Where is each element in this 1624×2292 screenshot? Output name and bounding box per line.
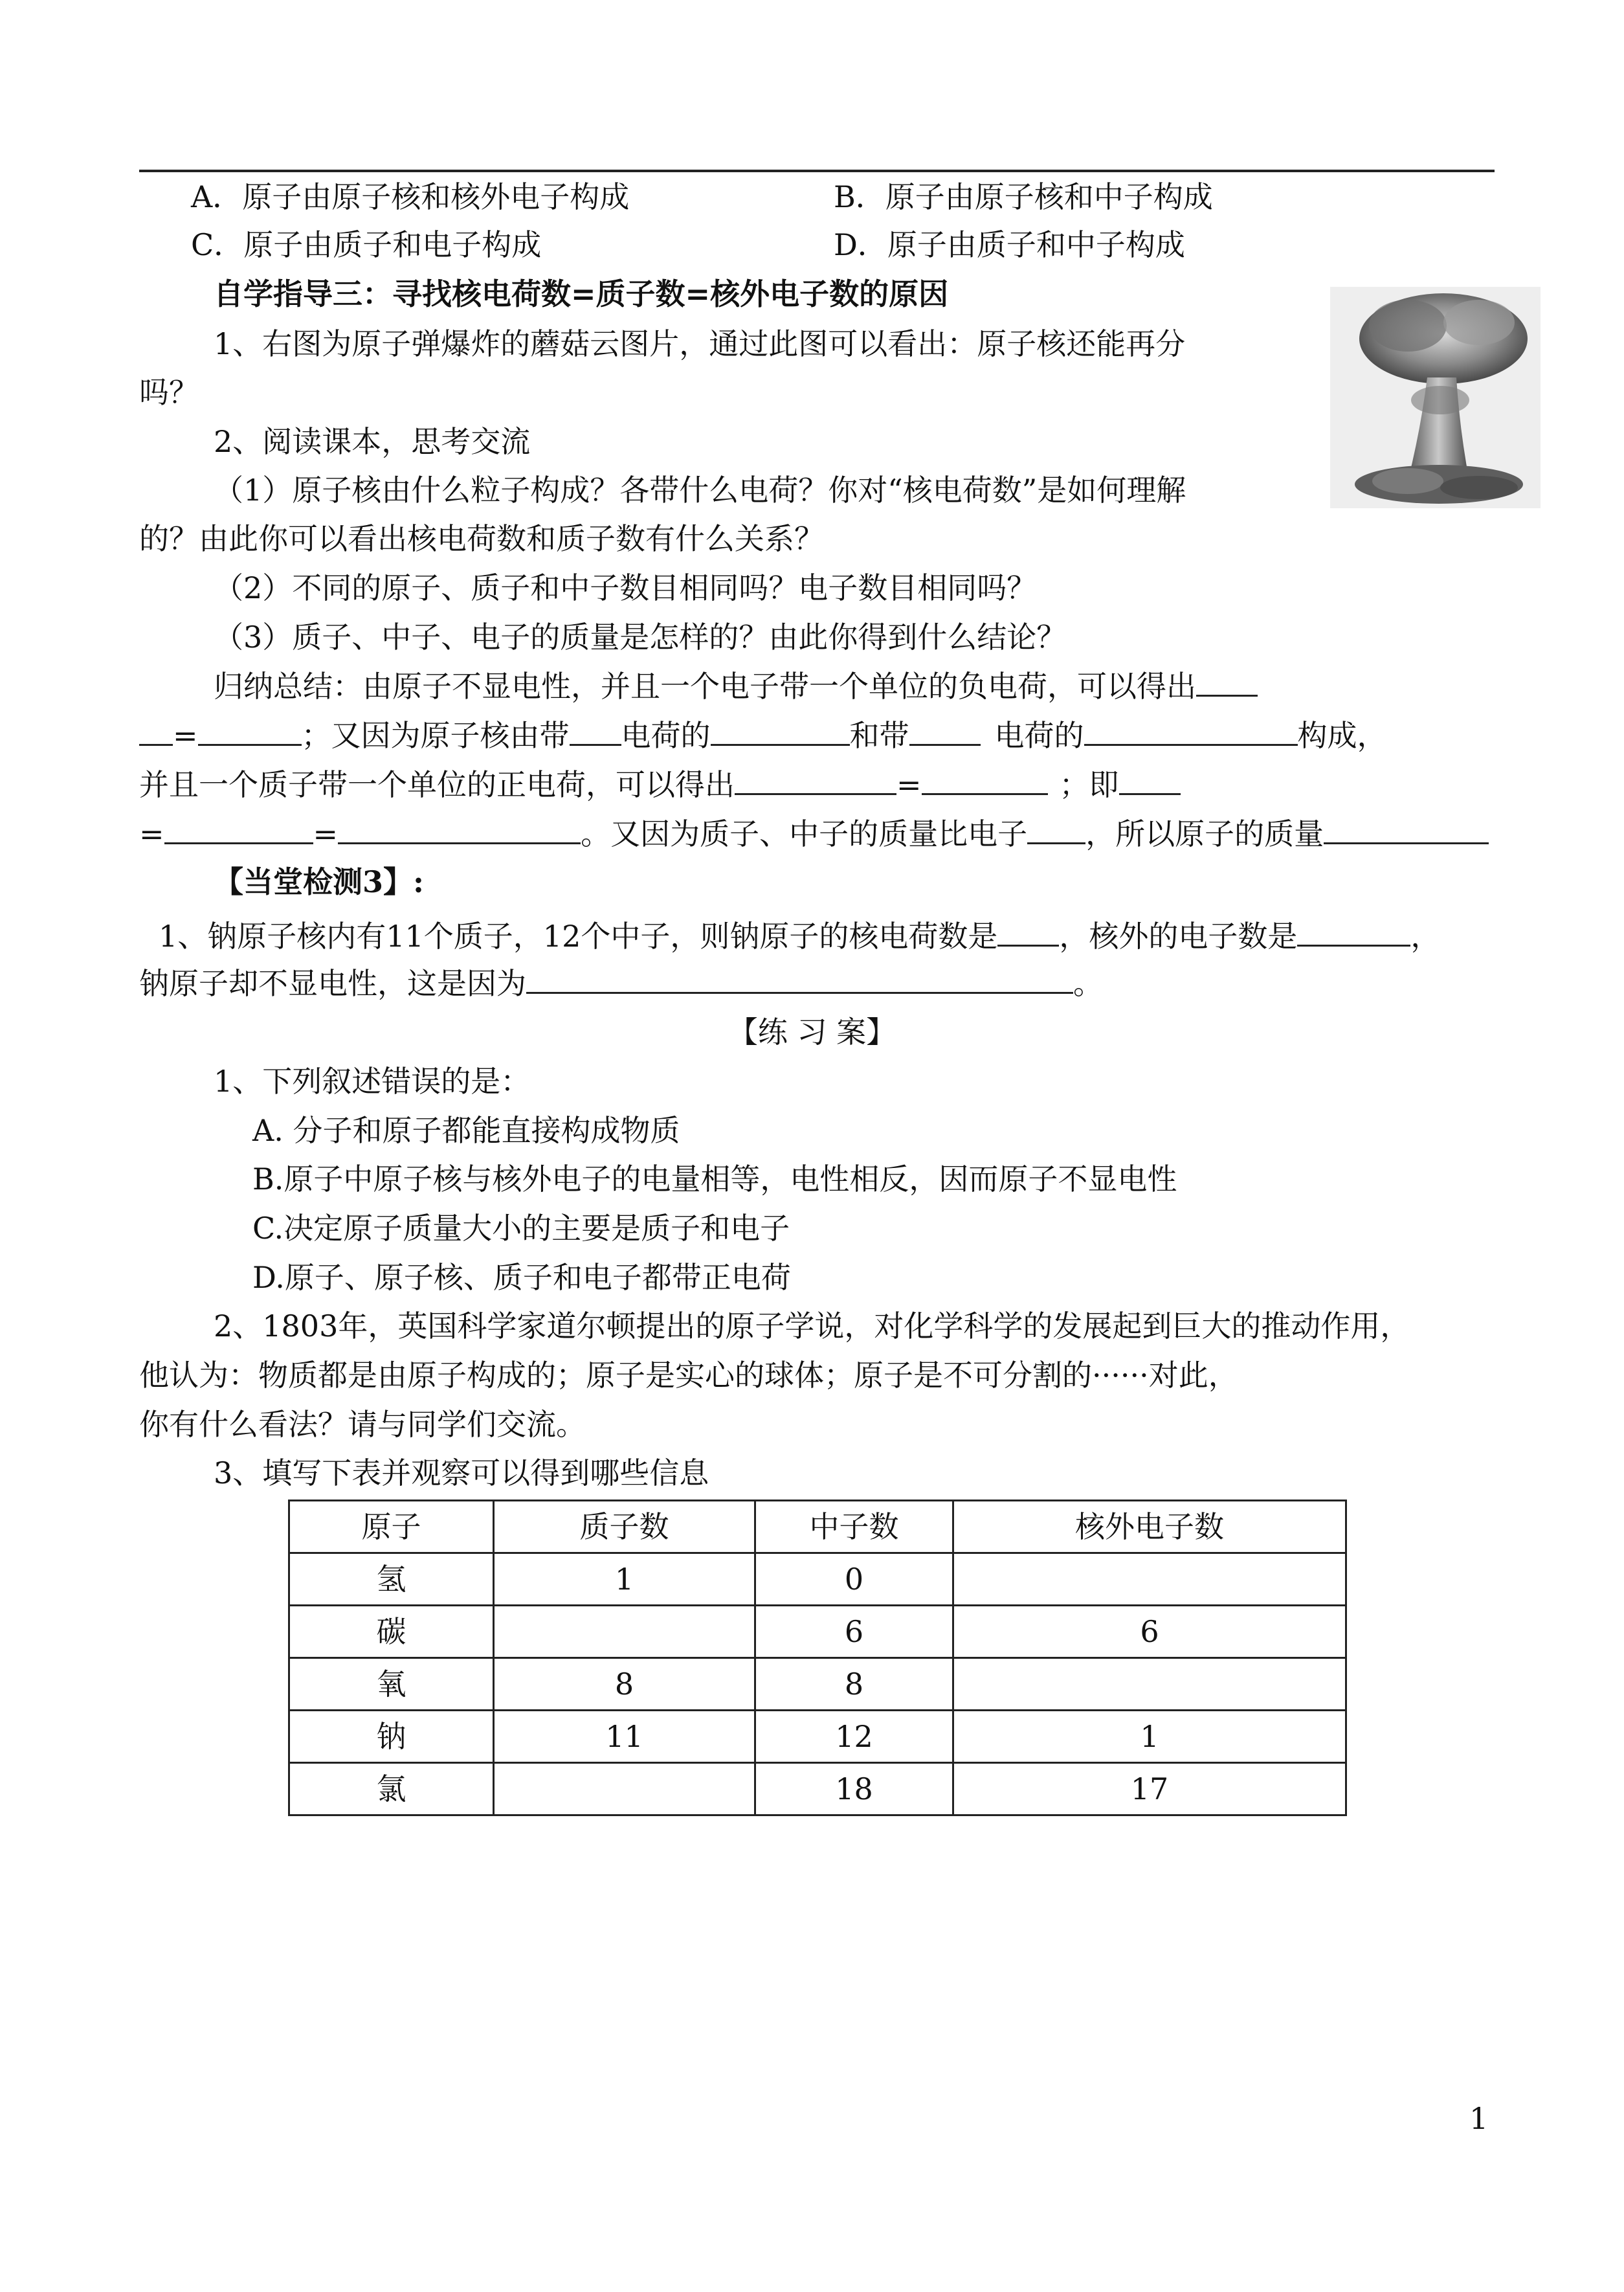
summary-text-2a: ；又因为原子核由带 — [301, 718, 570, 753]
table-cell: 氢 — [289, 1553, 494, 1606]
blank-8[interactable] — [735, 763, 896, 795]
table-cell: 氧 — [289, 1658, 494, 1711]
summary-text-2e: 构成， — [1297, 718, 1387, 753]
blank-16[interactable] — [1297, 915, 1410, 947]
practice-q2-line3: 你有什么看法？请与同学们交流。 — [139, 1407, 586, 1442]
summary-line1 — [214, 665, 1258, 707]
table-row — [289, 1606, 1346, 1658]
summary-text-1: 归纳总结：由原子不显电性，并且一个电子带一个单位的负电荷，可以得出 — [214, 669, 1196, 704]
choice-c: C．原子由质子和电子构成 — [191, 227, 542, 262]
guide3-q2-1-line2: 的？由此你可以看出核电荷数和质子数有什么关系？ — [139, 521, 824, 556]
guide3-q2-1-line1: （1）原子核由什么粒子构成？各带什么电荷？你对“核电荷数”是如何理解 — [214, 473, 1186, 508]
practice-q3: 3、填写下表并观察可以得到哪些信息 — [214, 1455, 709, 1490]
equals-sign: = — [896, 767, 922, 802]
summary-text-2d: 电荷的 — [994, 718, 1084, 753]
table-cell: 8 — [755, 1658, 953, 1711]
equals-sign: = — [139, 816, 164, 851]
header-rule — [139, 170, 1495, 172]
table-cell: 17 — [953, 1763, 1346, 1815]
blank-3[interactable] — [198, 714, 302, 746]
table-cell: 12 — [755, 1711, 953, 1763]
practice-q1-option-c: C.决定原子质量大小的主要是质子和电子 — [252, 1211, 790, 1246]
summary-text-3a: 并且一个质子带一个单位的正电荷，可以得出 — [139, 767, 735, 802]
table-cell: 钠 — [289, 1711, 494, 1763]
table-cell: 6 — [755, 1606, 953, 1658]
table-cell: 1 — [953, 1711, 1346, 1763]
summary-line4 — [139, 813, 1489, 855]
blank-5[interactable] — [711, 714, 850, 746]
blank-12[interactable] — [338, 813, 581, 844]
table-header-cell: 核外电子数 — [953, 1501, 1346, 1553]
check3-q1-text-c: ， — [1410, 919, 1441, 954]
blank-2[interactable] — [139, 714, 173, 746]
blank-4[interactable] — [570, 714, 621, 746]
check3-q1-line2 — [139, 962, 1103, 1004]
guide3-q2-3: （3）质子、中子、电子的质量是怎样的？由此你得到什么结论？ — [214, 620, 1067, 655]
check3-q1-line1 — [159, 915, 1440, 957]
table-header-row — [289, 1501, 1346, 1553]
blank-17[interactable] — [526, 962, 1073, 994]
check3-q1-text-e: 。 — [1073, 966, 1103, 1001]
practice-q1-option-d: D.原子、原子核、质子和电子都带正电荷 — [252, 1260, 791, 1295]
choice-a: A．原子由原子核和核外电子构成 — [191, 179, 630, 214]
table-cell: 18 — [755, 1763, 953, 1815]
guide3-q2: 2、阅读课本，思考交流 — [214, 424, 531, 459]
table-cell: 氯 — [289, 1763, 494, 1815]
page-number: 1 — [1469, 2101, 1489, 2136]
practice-q1-option-a: A. 分子和原子都能直接构成物质 — [252, 1113, 680, 1148]
table-cell[interactable] — [494, 1606, 755, 1658]
table-cell[interactable] — [494, 1763, 755, 1815]
blank-15[interactable] — [997, 915, 1059, 947]
check3-title: 【当堂检测3】: — [214, 864, 424, 899]
practice-q2-line1: 2、1803年，英国科学家道尔顿提出的原子学说，对化学科学的发展起到巨大的推动作用， — [214, 1309, 1410, 1343]
blank-6[interactable] — [909, 714, 981, 746]
table-cell: 11 — [494, 1711, 755, 1763]
practice-q1-option-b: B.原子中原子核与核外电子的电量相等，电性相反，因而原子不显电性 — [252, 1162, 1177, 1197]
guide3-q1-line2: 吗？ — [139, 375, 199, 410]
practice-q1: 1、下列叙述错误的是： — [214, 1064, 531, 1099]
blank-1[interactable] — [1196, 665, 1258, 697]
table-cell[interactable] — [953, 1553, 1346, 1606]
blank-9[interactable] — [922, 763, 1048, 795]
equals-sign: = — [173, 718, 198, 753]
practice-q2-line2: 他认为：物质都是由原子构成的；原子是实心的球体；原子是不可分割的······对此， — [139, 1358, 1238, 1393]
blank-7[interactable] — [1084, 714, 1298, 746]
summary-text-3b: ；即 — [1059, 767, 1119, 802]
table-cell[interactable] — [953, 1658, 1346, 1711]
summary-text-4a: 。又因为质子、中子的质量比电子 — [581, 816, 1028, 851]
table-cell: 8 — [494, 1658, 755, 1711]
table-cell: 0 — [755, 1553, 953, 1606]
summary-text-4b: ，所以原子的质量 — [1085, 816, 1324, 851]
table-cell: 碳 — [289, 1606, 494, 1658]
table-cell: 6 — [953, 1606, 1346, 1658]
choice-d: D．原子由质子和中子构成 — [834, 227, 1185, 262]
summary-text-2c: 和带 — [849, 718, 909, 753]
check3-q1-text-a: 1、钠原子核内有11个质子，12个中子，则钠原子的核电荷数是 — [159, 919, 998, 954]
guide3-q2-2: （2）不同的原子、质子和中子数目相同吗？电子数目相同吗？ — [214, 570, 1037, 605]
blank-13[interactable] — [1027, 813, 1085, 844]
blank-11[interactable] — [164, 813, 313, 844]
summary-line3 — [139, 763, 1181, 805]
check3-q1-text-d: 钠原子却不显电性，这是因为 — [139, 966, 526, 1001]
table-row — [289, 1658, 1346, 1711]
check3-q1-text-b: ，核外的电子数是 — [1059, 919, 1298, 954]
blank-10[interactable] — [1119, 763, 1181, 795]
table-cell: 1 — [494, 1553, 755, 1606]
guide3-title: 自学指导三：寻找核电荷数=质子数=核外电子数的原因 — [214, 276, 949, 311]
table-row — [289, 1553, 1346, 1606]
summary-line2 — [139, 714, 1387, 756]
table-header-cell: 质子数 — [494, 1501, 755, 1553]
table-header-cell: 原子 — [289, 1501, 494, 1553]
mushroom-cloud-photo — [1330, 287, 1541, 508]
summary-text-2b: 电荷的 — [621, 718, 711, 753]
choice-b: B．原子由原子核和中子构成 — [834, 179, 1213, 214]
table-row — [289, 1711, 1346, 1763]
guide3-q1-line1: 1、右图为原子弹爆炸的蘑菇云图片，通过此图可以看出：原子核还能再分 — [214, 326, 1186, 361]
practice-title: 【练 习 案】 — [728, 1015, 896, 1050]
blank-14[interactable] — [1324, 813, 1489, 844]
table-row — [289, 1763, 1346, 1815]
table-header-cell: 中子数 — [755, 1501, 953, 1553]
equals-sign: = — [313, 816, 339, 851]
atom-table — [288, 1500, 1347, 1816]
